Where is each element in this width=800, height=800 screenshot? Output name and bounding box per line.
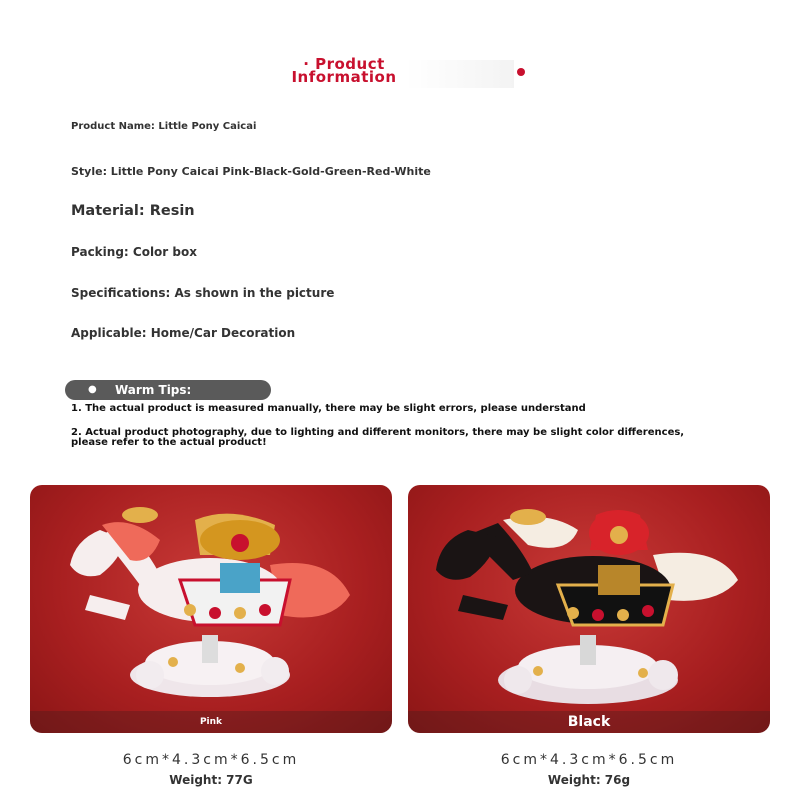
dimensions-black: 6cm*4.3cm*6.5cm bbox=[500, 752, 678, 768]
product-card-pink bbox=[30, 485, 392, 733]
title-decoration bbox=[406, 60, 514, 88]
tip-item-1: 1. The actual product is measured manually, there may be slight errors, please understand bbox=[71, 403, 586, 414]
warm-tips-badge bbox=[65, 380, 271, 400]
product-specifications: Specifications: As shown in the picture bbox=[71, 286, 335, 300]
product-label-pink: Pink bbox=[30, 711, 392, 733]
product-material: Material: Resin bbox=[71, 203, 195, 219]
product-label-black: Black bbox=[408, 711, 770, 733]
warm-tips-label: Warm Tips: bbox=[115, 383, 192, 397]
dimensions-pink: 6cm*4.3cm*6.5cm bbox=[122, 752, 300, 768]
bullet-icon: ● bbox=[88, 384, 97, 395]
weight-pink: Weight: 77G bbox=[169, 773, 253, 787]
title-dot bbox=[517, 68, 525, 76]
product-packing: Packing: Color box bbox=[71, 245, 197, 259]
product-name: Product Name: Little Pony Caicai bbox=[71, 121, 257, 132]
product-applicable: Applicable: Home/Car Decoration bbox=[71, 326, 296, 340]
weight-black: Weight: 76g bbox=[547, 773, 631, 787]
pony-figurine-pink-image bbox=[30, 485, 392, 733]
page-title-line-1: · Product bbox=[303, 55, 385, 73]
page-title bbox=[264, 55, 424, 86]
tip-item-2: 2. Actual product photography, due to lighting and different monitors, there may be slight color differences, please refer to the actual product! bbox=[71, 427, 685, 448]
product-style: Style: Little Pony Caicai Pink-Black-Gold-Green-Red-White bbox=[71, 165, 431, 178]
page-title-line-2: Information bbox=[291, 68, 397, 86]
product-card-black bbox=[408, 485, 770, 733]
pony-figurine-black-image bbox=[408, 485, 770, 733]
